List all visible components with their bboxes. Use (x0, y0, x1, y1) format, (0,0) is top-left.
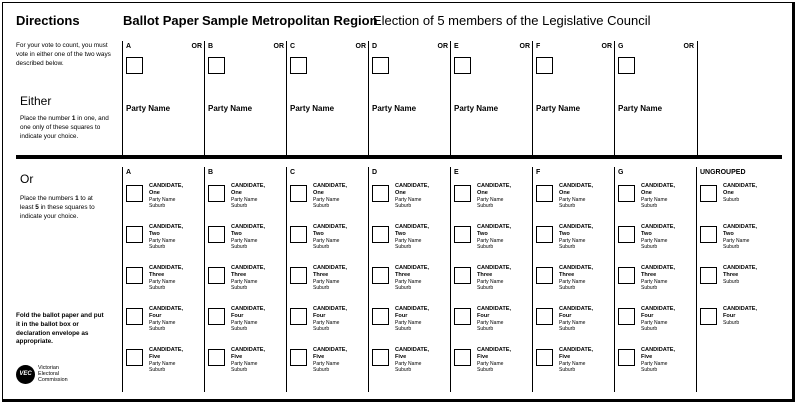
candidate-vote-box[interactable] (454, 226, 471, 243)
candidate-suburb: Suburb (641, 244, 658, 250)
candidate-party: Party Name (231, 361, 258, 367)
directions-intro: For your vote to count, you must vote in either one of the two ways described below. (16, 42, 111, 67)
or-label: OR (273, 43, 284, 50)
party-name: Party Name (208, 104, 253, 113)
candidate-vote-box[interactable] (700, 308, 717, 325)
above-line-group-e (450, 41, 533, 155)
directions-heading: Directions (16, 13, 80, 28)
candidate-suburb: Suburb (149, 367, 166, 373)
candidate-row (618, 224, 696, 260)
candidate-name: CANDIDATE, Four (641, 306, 676, 319)
candidate-party: Party Name (149, 197, 176, 203)
candidate-row (208, 183, 286, 219)
candidate-suburb: Suburb (559, 244, 576, 250)
candidate-vote-box[interactable] (208, 185, 225, 202)
candidate-suburb: Suburb (559, 203, 576, 209)
candidate-row (126, 224, 204, 260)
candidate-name: CANDIDATE, Three (477, 265, 512, 278)
below-line-group-b (204, 167, 287, 392)
candidate-row (454, 183, 532, 219)
candidate-row (700, 224, 778, 260)
candidate-row (618, 183, 696, 219)
candidate-suburb: Suburb (723, 197, 740, 203)
candidate-vote-box[interactable] (454, 185, 471, 202)
candidate-party: Party Name (313, 197, 340, 203)
candidate-suburb: Suburb (395, 326, 412, 332)
group-letter: D (372, 169, 378, 176)
candidate-party: Party Name (559, 197, 586, 203)
candidate-name: CANDIDATE, One (559, 183, 594, 196)
candidate-vote-box[interactable] (536, 185, 553, 202)
candidate-suburb: Suburb (231, 203, 248, 209)
candidate-suburb: Suburb (477, 367, 494, 373)
candidate-name: CANDIDATE, Five (641, 347, 676, 360)
candidate-row (454, 265, 532, 301)
candidate-suburb: Suburb (559, 326, 576, 332)
candidate-party: Party Name (477, 238, 504, 244)
candidate-vote-box[interactable] (126, 308, 143, 325)
candidate-party: Party Name (477, 361, 504, 367)
candidate-row (700, 265, 778, 301)
candidate-party: Party Name (313, 320, 340, 326)
either-heading: Either (20, 94, 52, 108)
group-vote-box[interactable] (208, 57, 225, 74)
candidate-vote-box[interactable] (372, 226, 389, 243)
candidate-vote-box[interactable] (290, 267, 307, 284)
candidate-name: CANDIDATE, Three (149, 265, 184, 278)
candidate-name: CANDIDATE, One (313, 183, 348, 196)
candidate-name: CANDIDATE, Four (313, 306, 348, 319)
candidate-vote-box[interactable] (208, 349, 225, 366)
candidate-vote-box[interactable] (290, 308, 307, 325)
or-label: OR (519, 43, 530, 50)
group-letter: B (208, 169, 214, 176)
candidate-suburb: Suburb (641, 203, 658, 209)
candidate-suburb: Suburb (149, 244, 166, 250)
group-letter: UNGROUPED (700, 169, 746, 176)
candidate-row (536, 306, 614, 342)
candidate-name: CANDIDATE, Three (395, 265, 430, 278)
candidate-row (454, 306, 532, 342)
candidate-suburb: Suburb (641, 367, 658, 373)
candidate-party: Party Name (477, 197, 504, 203)
candidate-party: Party Name (395, 361, 422, 367)
candidate-name: CANDIDATE, Two (395, 224, 430, 237)
below-line-group-f (532, 167, 615, 392)
candidate-vote-box[interactable] (536, 308, 553, 325)
candidate-party: Party Name (723, 238, 750, 244)
party-name: Party Name (618, 104, 663, 113)
group-vote-box[interactable] (372, 57, 389, 74)
group-vote-box[interactable] (454, 57, 471, 74)
candidate-suburb: Suburb (559, 367, 576, 373)
party-name: Party Name (372, 104, 417, 113)
candidate-party: Party Name (395, 320, 422, 326)
party-name: Party Name (454, 104, 499, 113)
candidate-name: CANDIDATE, Three (641, 265, 676, 278)
candidate-row (454, 347, 532, 383)
candidate-row (454, 224, 532, 260)
candidate-row (372, 306, 450, 342)
candidate-suburb: Suburb (477, 203, 494, 209)
candidate-name: CANDIDATE, One (641, 183, 676, 196)
candidate-vote-box[interactable] (372, 308, 389, 325)
candidate-name: CANDIDATE, Two (149, 224, 184, 237)
candidate-name: CANDIDATE, Two (641, 224, 676, 237)
candidate-name: CANDIDATE, Four (723, 306, 758, 319)
candidate-row (208, 347, 286, 383)
candidate-name: CANDIDATE, Four (149, 306, 184, 319)
candidate-vote-box[interactable] (126, 226, 143, 243)
candidate-row (290, 265, 368, 301)
candidate-name: CANDIDATE, Four (231, 306, 266, 319)
candidate-name: CANDIDATE, Two (723, 224, 758, 237)
group-letter: C (290, 169, 296, 176)
candidate-party: Party Name (231, 238, 258, 244)
candidate-party: Party Name (313, 279, 340, 285)
candidate-name: CANDIDATE, Two (231, 224, 266, 237)
candidate-suburb: Suburb (313, 285, 330, 291)
candidate-party: Party Name (477, 320, 504, 326)
candidate-vote-box[interactable] (126, 349, 143, 366)
candidate-suburb: Suburb (149, 285, 166, 291)
above-line-group-a (122, 41, 205, 155)
candidate-party: Party Name (559, 279, 586, 285)
candidate-party: Party Name (313, 238, 340, 244)
candidate-suburb: Suburb (149, 203, 166, 209)
candidate-party: Party Name (641, 238, 668, 244)
candidate-party: Party Name (149, 320, 176, 326)
region-title: Sample Metropolitan Region (202, 13, 378, 28)
candidate-suburb: Suburb (395, 285, 412, 291)
candidate-row (536, 183, 614, 219)
group-letter: D (372, 43, 378, 50)
section-divider (16, 155, 782, 159)
candidate-name: CANDIDATE, Five (559, 347, 594, 360)
party-name: Party Name (536, 104, 581, 113)
ballot-paper-title: Ballot Paper (123, 13, 199, 28)
candidate-party: Party Name (641, 279, 668, 285)
party-name: Party Name (126, 104, 171, 113)
candidate-row (372, 347, 450, 383)
candidate-party: Party Name (149, 361, 176, 367)
group-letter: C (290, 43, 296, 50)
candidate-suburb: Suburb (723, 320, 740, 326)
candidate-row (372, 183, 450, 219)
candidate-suburb: Suburb (395, 244, 412, 250)
candidate-party: Party Name (559, 361, 586, 367)
candidate-suburb: Suburb (313, 367, 330, 373)
candidate-row (208, 306, 286, 342)
candidate-name: CANDIDATE, Five (149, 347, 184, 360)
candidate-vote-box[interactable] (208, 267, 225, 284)
candidate-row (208, 224, 286, 260)
candidate-vote-box[interactable] (372, 267, 389, 284)
candidate-row (126, 265, 204, 301)
candidate-vote-box[interactable] (208, 308, 225, 325)
group-letter: A (126, 43, 132, 50)
candidate-vote-box[interactable] (372, 349, 389, 366)
candidate-name: CANDIDATE, One (231, 183, 266, 196)
vec-logo-text: Victorian Electoral Commission (38, 365, 68, 384)
candidate-suburb: Suburb (723, 244, 740, 250)
candidate-party: Party Name (559, 238, 586, 244)
candidate-vote-box[interactable] (126, 185, 143, 202)
candidate-name: CANDIDATE, Four (477, 306, 512, 319)
candidate-party: Party Name (149, 279, 176, 285)
candidate-vote-box[interactable] (454, 349, 471, 366)
candidate-suburb: Suburb (149, 326, 166, 332)
above-line-group-f (532, 41, 615, 155)
candidate-row (700, 306, 778, 342)
group-letter: G (618, 43, 624, 50)
or-label: OR (355, 43, 366, 50)
below-line-group-ungrouped (696, 167, 779, 392)
candidate-suburb: Suburb (477, 244, 494, 250)
candidate-suburb: Suburb (395, 367, 412, 373)
candidate-suburb: Suburb (313, 326, 330, 332)
candidate-name: CANDIDATE, Five (395, 347, 430, 360)
group-letter: E (454, 169, 459, 176)
group-letter: F (536, 169, 541, 176)
group-letter: G (618, 169, 624, 176)
candidate-party: Party Name (559, 320, 586, 326)
candidate-suburb: Suburb (641, 285, 658, 291)
above-line-group-d (368, 41, 451, 155)
candidate-row (208, 265, 286, 301)
candidate-party: Party Name (395, 279, 422, 285)
candidate-vote-box[interactable] (618, 267, 635, 284)
candidate-row (290, 306, 368, 342)
candidate-suburb: Suburb (395, 203, 412, 209)
candidate-party: Party Name (395, 238, 422, 244)
or-label: OR (601, 43, 612, 50)
candidate-suburb: Suburb (231, 326, 248, 332)
candidate-name: CANDIDATE, Two (559, 224, 594, 237)
or-heading: Or (20, 172, 34, 186)
candidate-vote-box[interactable] (700, 226, 717, 243)
election-title: Election of 5 members of the Legislative Council (373, 13, 651, 28)
or-label: OR (437, 43, 448, 50)
candidate-party: Party Name (477, 279, 504, 285)
candidate-row (372, 224, 450, 260)
below-line-group-a (122, 167, 205, 392)
candidate-row (618, 347, 696, 383)
candidate-name: CANDIDATE, Five (313, 347, 348, 360)
candidate-vote-box[interactable] (290, 226, 307, 243)
candidate-row (700, 183, 778, 219)
candidate-vote-box[interactable] (618, 349, 635, 366)
candidate-row (372, 265, 450, 301)
either-instructions: Place the number 1 in one, and one only of these squares to indicate your choice. (20, 115, 109, 140)
vec-logo-mark: VEC (16, 365, 35, 384)
candidate-suburb: Suburb (231, 367, 248, 373)
group-letter: B (208, 43, 214, 50)
group-vote-box[interactable] (618, 57, 635, 74)
candidate-row (618, 265, 696, 301)
candidate-name: CANDIDATE, Three (313, 265, 348, 278)
or-label: OR (191, 43, 202, 50)
candidate-vote-box[interactable] (454, 308, 471, 325)
candidate-row (290, 347, 368, 383)
candidate-vote-box[interactable] (536, 349, 553, 366)
candidate-vote-box[interactable] (618, 308, 635, 325)
candidate-name: CANDIDATE, Five (231, 347, 266, 360)
candidate-party: Party Name (231, 279, 258, 285)
candidate-vote-box[interactable] (618, 226, 635, 243)
candidate-name: CANDIDATE, Four (395, 306, 430, 319)
below-line-group-d (368, 167, 451, 392)
candidate-row (290, 224, 368, 260)
candidate-vote-box[interactable] (290, 185, 307, 202)
candidate-party: Party Name (231, 320, 258, 326)
above-line-group-c (286, 41, 369, 155)
candidate-name: CANDIDATE, Three (559, 265, 594, 278)
candidate-suburb: Suburb (477, 285, 494, 291)
candidate-row (126, 347, 204, 383)
candidate-row (290, 183, 368, 219)
below-line-group-e (450, 167, 533, 392)
candidate-name: CANDIDATE, Three (723, 265, 758, 278)
or-label: OR (683, 43, 694, 50)
candidate-vote-box[interactable] (372, 185, 389, 202)
candidate-row (126, 306, 204, 342)
candidate-party: Party Name (641, 320, 668, 326)
candidate-suburb: Suburb (231, 244, 248, 250)
candidate-party: Party Name (149, 238, 176, 244)
above-line-group-b (204, 41, 287, 155)
candidate-row (536, 265, 614, 301)
below-line-group-c (286, 167, 369, 392)
group-vote-box[interactable] (290, 57, 307, 74)
candidate-vote-box[interactable] (290, 349, 307, 366)
candidate-row (618, 306, 696, 342)
candidate-suburb: Suburb (641, 326, 658, 332)
candidate-vote-box[interactable] (536, 267, 553, 284)
candidate-name: CANDIDATE, Five (477, 347, 512, 360)
candidate-party: Party Name (641, 361, 668, 367)
candidate-name: CANDIDATE, One (149, 183, 184, 196)
candidate-party: Party Name (641, 197, 668, 203)
above-line-group-g (614, 41, 698, 155)
candidate-name: CANDIDATE, Three (231, 265, 266, 278)
candidate-suburb: Suburb (477, 326, 494, 332)
candidate-row (536, 224, 614, 260)
candidate-vote-box[interactable] (126, 267, 143, 284)
candidate-suburb: Suburb (559, 285, 576, 291)
candidate-vote-box[interactable] (700, 185, 717, 202)
candidate-row (126, 183, 204, 219)
candidate-name: CANDIDATE, One (477, 183, 512, 196)
candidate-vote-box[interactable] (536, 226, 553, 243)
candidate-name: CANDIDATE, One (723, 183, 758, 196)
candidate-suburb: Suburb (313, 203, 330, 209)
candidate-name: CANDIDATE, Two (477, 224, 512, 237)
group-letter: E (454, 43, 459, 50)
candidate-name: CANDIDATE, One (395, 183, 430, 196)
candidate-party: Party Name (395, 197, 422, 203)
group-vote-box[interactable] (536, 57, 553, 74)
candidate-row (536, 347, 614, 383)
candidate-vote-box[interactable] (454, 267, 471, 284)
candidate-vote-box[interactable] (618, 185, 635, 202)
group-vote-box[interactable] (126, 57, 143, 74)
fold-instructions: Fold the ballot paper and put it in the ballot box or declaration envelope as appropriate. (16, 312, 104, 346)
candidate-suburb: Suburb (313, 244, 330, 250)
party-name: Party Name (290, 104, 335, 113)
candidate-vote-box[interactable] (208, 226, 225, 243)
candidate-name: CANDIDATE, Four (559, 306, 594, 319)
candidate-party: Party Name (313, 361, 340, 367)
below-line-group-g (614, 167, 697, 392)
candidate-suburb: Suburb (231, 285, 248, 291)
or-instructions: Place the numbers 1 to at least 5 in these squares to indicate your choice. (20, 195, 95, 220)
group-letter: F (536, 43, 541, 50)
candidate-vote-box[interactable] (700, 267, 717, 284)
candidate-party: Party Name (231, 197, 258, 203)
candidate-suburb: Suburb (723, 279, 740, 285)
group-letter: A (126, 169, 132, 176)
candidate-name: CANDIDATE, Two (313, 224, 348, 237)
